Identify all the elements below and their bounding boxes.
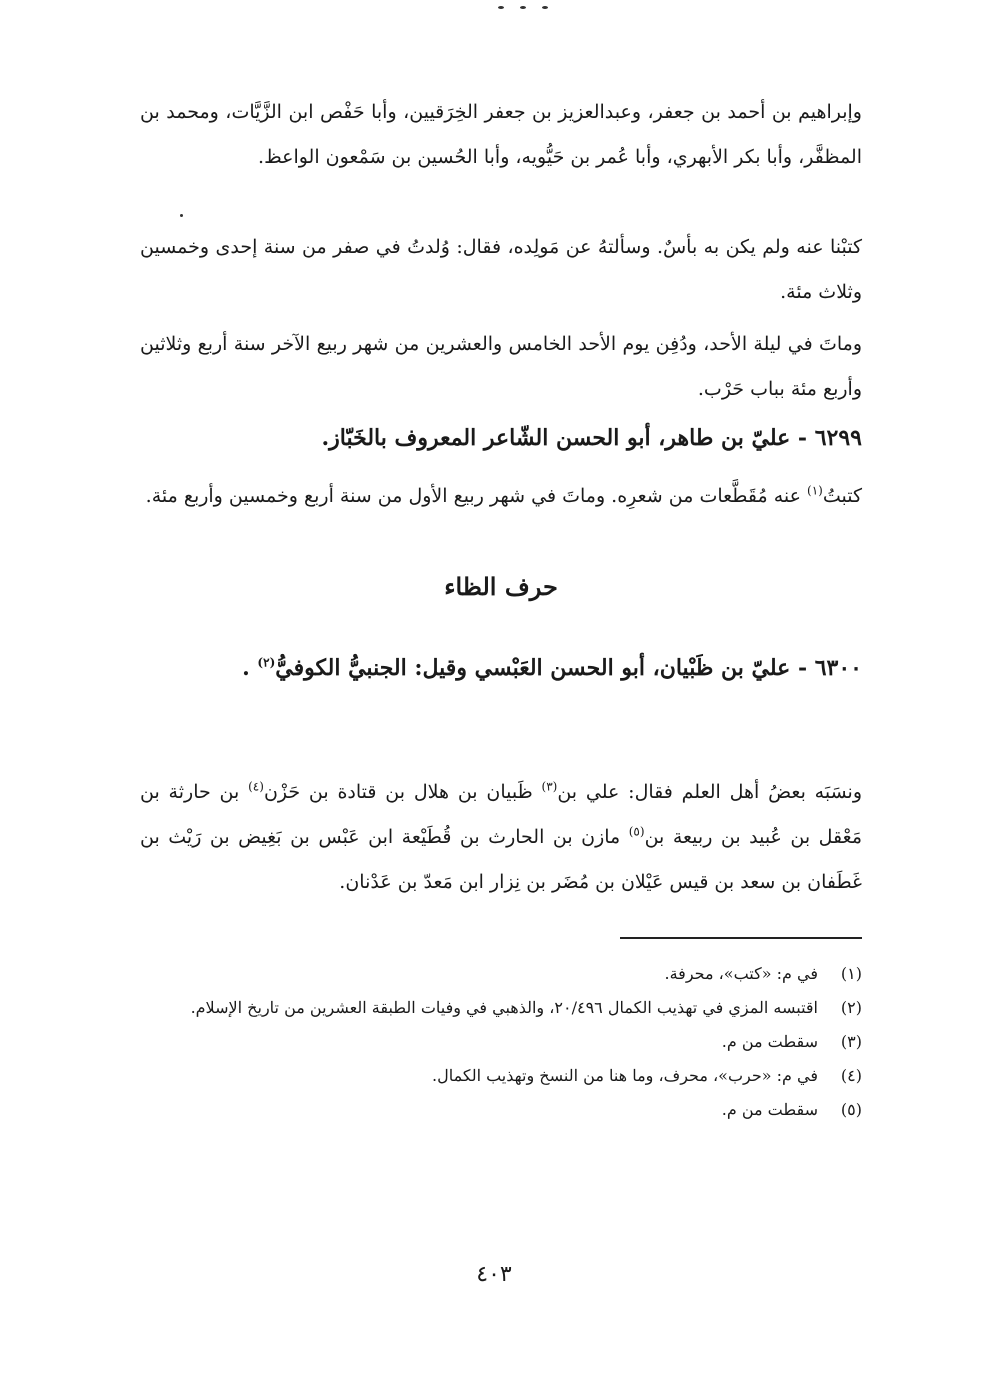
footnote: [140, 1093, 862, 1127]
page-number: ٤٠٣: [476, 1262, 512, 1287]
footnote-number: (٢): [840, 998, 862, 1017]
footnote-ref: (٥): [628, 824, 645, 839]
scan-speck: [498, 6, 504, 9]
paragraph-text: ونسَبَه بعضُ أهل العلم فقال: علي بن: [557, 781, 862, 803]
section-heading: حرف الظاء: [444, 572, 558, 601]
paragraph-text: عنه مُقَطَّعات من شعرِه. وماتَ في شهر ربيع الأول من سنة أربع وخمسين وأربع مئة.: [145, 485, 807, 507]
footnote-number: (٥): [840, 1100, 862, 1119]
footnote-text: اقتبسه المزي في تهذيب الكمال ٢٠/٤٩٦، والذهبي في وفيات الطبقة العشرين من تاريخ الإسلام.: [190, 998, 818, 1017]
footnote: [140, 1025, 862, 1059]
footnote-separator: [620, 937, 862, 939]
paragraph: [140, 474, 862, 519]
entry-heading-6299: ٦٢٩٩ - عليّ بن طاهر، أبو الحسن الشّاعر المعروف بالخَبّاز.: [321, 425, 862, 451]
paragraph: كتبْنا عنه ولم يكن به بأسٌ. وسألتهُ عن مَولِده، فقال: وُلدتُ في صفر من سنة إحدى وخمسين وثلاث مئة.: [140, 236, 862, 303]
paragraph: وماتَ في ليلة الأحد، ودُفِن يوم الأحد الخامس والعشرين من شهر ربيع الآخر سنة أربع وثلاثين وأربع مئة بباب حَرْب.: [140, 333, 862, 400]
footnote-number: (٤): [840, 1066, 862, 1085]
scan-speck: [542, 6, 548, 9]
paragraph-text: كتبتُ: [822, 485, 862, 507]
paragraph: وإبراهيم بن أحمد بن جعفر، وعبدالعزيز بن جعفر الخِرَقيين، وأبا حَفْص ابن الزَّيَّات، ومحمد بن المظفَّر، وأبا بكر الأبهري، وأبا عُمر بن حَيُّويه، وأبا الحُسين بن سَمْعون الواعظ.: [140, 101, 862, 168]
footnote-number: (١): [840, 964, 862, 983]
footnote-text: سقطت من م.: [721, 1032, 818, 1051]
footnote-ref: (٤): [248, 779, 264, 794]
paragraph: [140, 770, 862, 905]
footnotes: [140, 957, 862, 1127]
scan-speck: [180, 214, 183, 217]
footnote: [140, 1059, 862, 1093]
footnote-text: في م: «حرب»، محرف، وما هنا من النسخ وتهذيب الكمال.: [432, 1066, 818, 1085]
footnote-number: (٣): [840, 1032, 862, 1051]
paragraph-text: بن حارثة بن مَعْقل بن عُبيد بن ربيعة بن: [140, 781, 862, 848]
footnote-text: في م: «كتب»، محرفة.: [664, 964, 818, 983]
footnote: [140, 957, 862, 991]
paragraph-text: مازن بن الحارث بن قُطَيْعة ابن عَبْس بن بَغِيض بن رَيْث بن غَطَفان بن سعد بن قيس عَيْلان بن مُضَر بن نِزار ابن مَعدّ بن عَدْنان.: [140, 826, 862, 893]
entry-heading-text: .: [242, 655, 258, 681]
footnote-ref: (٣): [541, 779, 558, 794]
footnote-text: سقطت من م.: [721, 1100, 818, 1119]
entry-heading-text: ٦٣٠٠ - عليّ بن ظَبْيان، أبو الحسن العَبْسي وقيل: الجنبيُّ الكوفيُّ: [275, 655, 862, 681]
scan-speck: [520, 6, 526, 9]
entry-heading-6300: [140, 640, 862, 696]
footnote-ref: (٢): [257, 655, 276, 670]
paragraph-text: ظَبيان بن هلال بن قتادة بن حَزْن: [263, 781, 542, 803]
footnote: [140, 991, 862, 1025]
footnote-ref: (١): [807, 483, 823, 498]
